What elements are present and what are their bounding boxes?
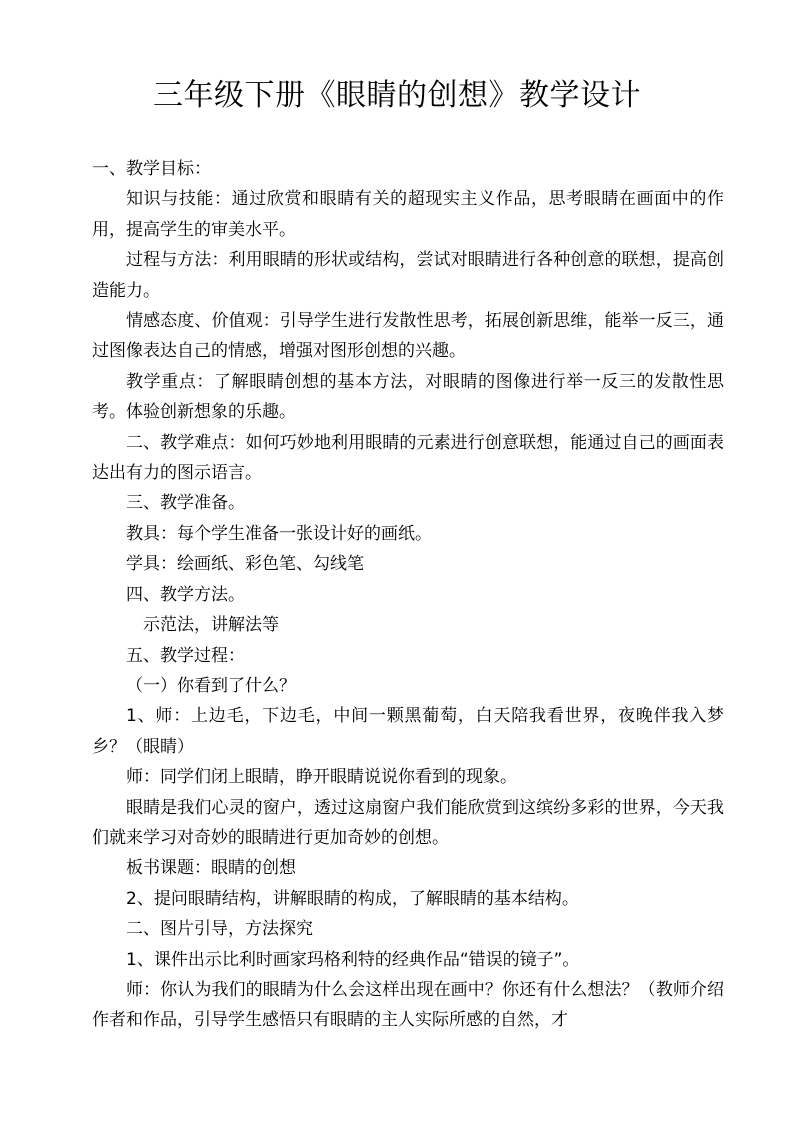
paragraph: 一、教学目标： — [92, 159, 211, 179]
paragraph: 学具：绘画纸、彩色笔、勾线笔 — [126, 554, 364, 575]
paragraph: 1、课件出示比利时画家玛格利特的经典作品“错误的镜子”。 — [126, 949, 580, 970]
paragraph: 三、教学准备。 — [126, 493, 245, 514]
paragraph: 二、图片引导，方法探究 — [126, 919, 313, 940]
paragraph: 师：你认为我们的眼睛为什么会这样出现在画中？你还有什么想法？（教师介绍作者和作品，引导学生感悟只有眼睛的主人实际所感的自然，才 — [92, 979, 724, 1031]
paragraph: 五、教学过程： — [126, 645, 245, 666]
paragraph: 过程与方法：利用眼睛的形状或结构，尝试对眼睛进行各种创意的联想，提高创造能力。 — [92, 250, 724, 301]
paragraph: 眼睛是我们心灵的窗户，透过这扇窗户我们能欣赏到这缤纷多彩的世界，今天我们就来学习对奇妙的眼睛进行更加奇妙的创想。 — [92, 797, 724, 848]
paragraph: 2、提问眼睛结构，讲解眼睛的构成，了解眼睛的基本结构。 — [126, 888, 579, 909]
paragraph: （一）你看到了什么？ — [126, 675, 296, 696]
paragraph: 二、教学难点：如何巧妙地利用眼睛的元素进行创意联想，能通过自己的画面表达出有力的图示语言。 — [92, 432, 724, 484]
paragraph: 知识与技能：通过欣赏和眼睛有关的超现实主义作品，思考眼睛在画面中的作用，提高学生的审美水平。 — [92, 189, 724, 240]
paragraph: 情感态度、价值观：引导学生进行发散性思考，拓展创新思维，能举一反三，通过图像表达自己的情感，增强对图形创想的兴趣。 — [92, 311, 724, 362]
paragraph: 教学重点：了解眼睛创想的基本方法，对眼睛的图像进行举一反三的发散性思考。体验创新想象的乐趣。 — [92, 371, 724, 423]
paragraph: 示范法，讲解法等 — [143, 615, 279, 636]
document-title: 三年级下册《眼睛的创想》教学设计 — [153, 78, 641, 113]
paragraph: 1、师：上边毛，下边毛，中间一颗黑葡萄，白天陪我看世界，夜晚伴我入梦乡？（眼睛） — [92, 706, 724, 757]
paragraph: 板书课题：眼睛的创想 — [126, 858, 296, 879]
paragraph: 师：同学们闭上眼睛，睁开眼睛说说你看到的现象。 — [126, 767, 517, 788]
paragraph: 教具：每个学生准备一张设计好的画纸。 — [126, 523, 432, 544]
paragraph: 四、教学方法。 — [126, 584, 245, 605]
document-body — [92, 154, 724, 1036]
